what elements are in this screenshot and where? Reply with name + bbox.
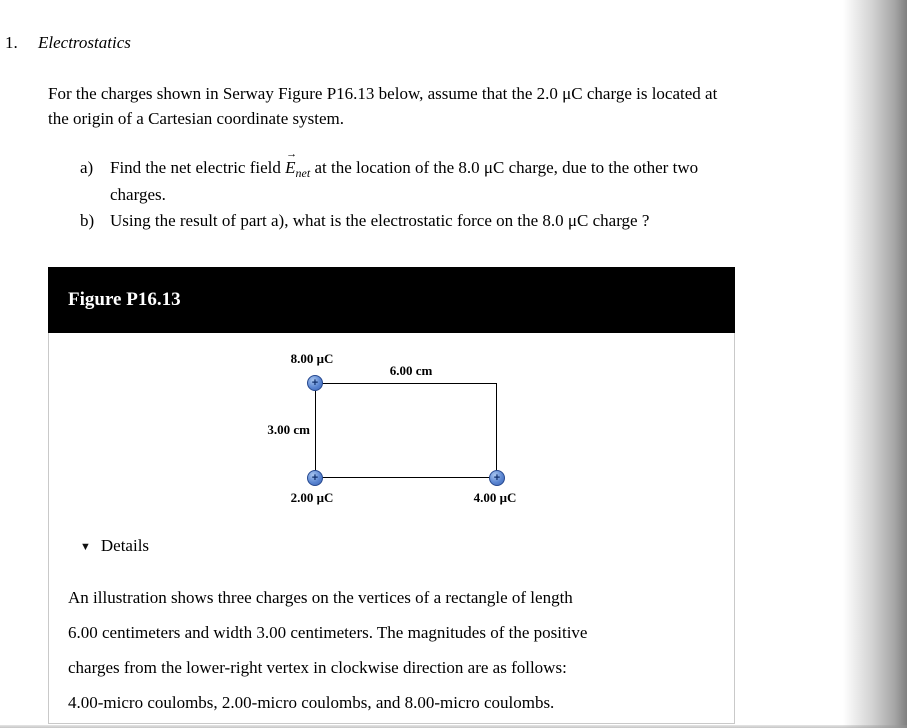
figure-header: [48, 267, 735, 333]
page-edge-shadow: [843, 0, 907, 728]
plus-icon: +: [311, 471, 319, 484]
plus-icon: +: [493, 471, 501, 484]
part-a-text-post: at the location of the 8.0 μC charge, due to the other two: [310, 158, 699, 177]
part-b-label: b): [80, 211, 95, 230]
label-charge-top: 8.00 μC: [290, 351, 334, 366]
vector-arrow-icon: →: [286, 148, 297, 160]
description-line-1: An illustration shows three charges on the vertices of a rectangle of length: [68, 588, 573, 607]
figure-title: Figure P16.13: [68, 289, 181, 310]
part-a-text-pre: Find the net electric field: [110, 158, 286, 177]
details-label: Details: [100, 536, 150, 555]
electric-field-symbol: [285, 148, 297, 178]
charge-bottom-left: [307, 470, 323, 486]
e-symbol: E: [285, 158, 296, 177]
label-width: 6.00 cm: [389, 363, 433, 378]
chevron-down-icon: ▼: [80, 541, 91, 553]
label-height: 3.00 cm: [267, 422, 310, 437]
problem-number: 1.: [5, 33, 18, 52]
charge-bottom-right: [489, 470, 505, 486]
rectangle-outline: [315, 383, 497, 478]
intro-line-2: the origin of a Cartesian coordinate system.: [48, 109, 344, 128]
e-subscript: net: [295, 166, 311, 180]
description-line-3: charges from the lower-right vertex in clockwise direction are as follows:: [68, 658, 567, 677]
plus-icon: +: [311, 376, 319, 389]
part-b-text: Using the result of part a), what is the electrostatic force on the 8.0 μC charge ?: [110, 211, 650, 230]
description-line-4: 4.00-micro coulombs, 2.00-micro coulombs, and 8.00-micro coulombs.: [68, 693, 555, 712]
part-a-label: a): [80, 158, 94, 177]
label-charge-bottom-right: 4.00 μC: [473, 490, 517, 505]
details-toggle[interactable]: [80, 536, 149, 556]
part-a-line-2: charges.: [110, 185, 166, 204]
description-line-2: 6.00 centimeters and width 3.00 centimeters. The magnitudes of the positive: [68, 623, 588, 642]
problem-title: Electrostatics: [38, 33, 131, 52]
charge-top-left: [307, 375, 323, 391]
label-charge-bottom-left: 2.00 μC: [290, 490, 334, 505]
intro-line-1: For the charges shown in Serway Figure P16.13 below, assume that the 2.0 μC charge is located at: [48, 84, 718, 103]
part-a-line-1: [110, 148, 699, 180]
